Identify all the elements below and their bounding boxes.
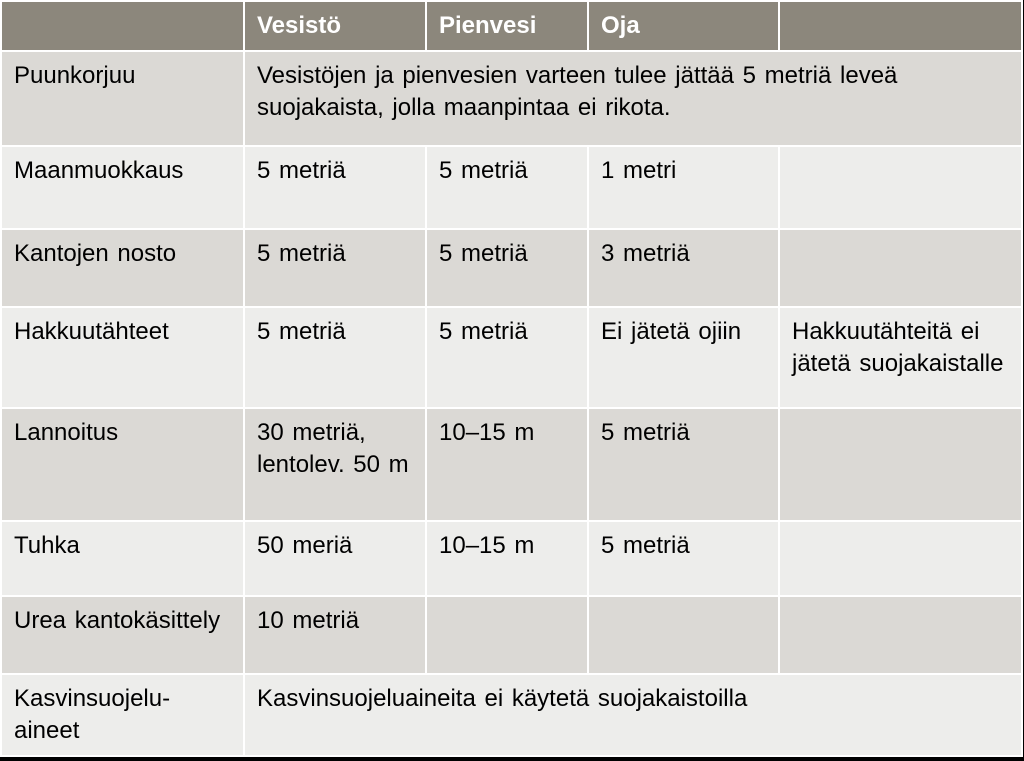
cell-note — [779, 408, 1022, 521]
cell-oja: 5 metriä — [588, 408, 779, 521]
row-lannoitus — [1, 408, 1022, 521]
row-label: Tuhka — [1, 521, 244, 596]
header-empty-right — [779, 1, 1022, 51]
cell-note — [779, 229, 1022, 307]
cell-note — [779, 521, 1022, 596]
row-urea — [1, 596, 1022, 674]
cell-vesisto: 10 metriä — [244, 596, 426, 674]
cell-pienvesi: 10–15 m — [426, 521, 588, 596]
row-puunkorjuu — [1, 51, 1022, 146]
cell-pienvesi: 5 metriä — [426, 307, 588, 408]
row-label: Kantojen nosto — [1, 229, 244, 307]
header-oja: Oja — [588, 1, 779, 51]
cell-pienvesi: 10–15 m — [426, 408, 588, 521]
header-vesisto: Vesistö — [244, 1, 426, 51]
cell-vesisto: 50 meriä — [244, 521, 426, 596]
cell-vesisto: 5 metriä — [244, 307, 426, 408]
cell-oja: 1 metri — [588, 146, 779, 229]
row-span-text: Kasvinsuojeluaineita ei käytetä suojakaistoilla — [244, 674, 1022, 756]
row-label: Maanmuokkaus — [1, 146, 244, 229]
row-kantojen-nosto — [1, 229, 1022, 307]
header-row — [1, 1, 1022, 51]
cell-pienvesi — [426, 596, 588, 674]
row-maanmuokkaus — [1, 146, 1022, 229]
cell-oja: 5 metriä — [588, 521, 779, 596]
cell-pienvesi: 5 metriä — [426, 146, 588, 229]
row-label: Hakkuutähteet — [1, 307, 244, 408]
cell-oja: 3 metriä — [588, 229, 779, 307]
row-tuhka — [1, 521, 1022, 596]
header-pienvesi: Pienvesi — [426, 1, 588, 51]
row-hakkuutahteet — [1, 307, 1022, 408]
row-label: Kasvinsuojelu-aineet — [1, 674, 244, 756]
cell-note: Hakkuutähteitä ei jätetä suojakaistalle — [779, 307, 1022, 408]
cell-oja: Ei jätetä ojiin — [588, 307, 779, 408]
row-label: Lannoitus — [1, 408, 244, 521]
cell-oja — [588, 596, 779, 674]
row-label: Puunkorjuu — [1, 51, 244, 146]
header-empty-left — [1, 1, 244, 51]
row-kasvinsuojelu — [1, 674, 1022, 756]
row-label: Urea kantokäsittely — [1, 596, 244, 674]
cell-vesisto: 5 metriä — [244, 146, 426, 229]
cell-note — [779, 146, 1022, 229]
cell-note — [779, 596, 1022, 674]
cell-vesisto: 30 metriä, lentolev. 50 m — [244, 408, 426, 521]
row-span-text: Vesistöjen ja pienvesien varteen tulee jättää 5 metriä leveä suojakaista, jolla maanpintaa ei rikota. — [244, 51, 1022, 146]
cell-vesisto: 5 metriä — [244, 229, 426, 307]
cell-pienvesi: 5 metriä — [426, 229, 588, 307]
